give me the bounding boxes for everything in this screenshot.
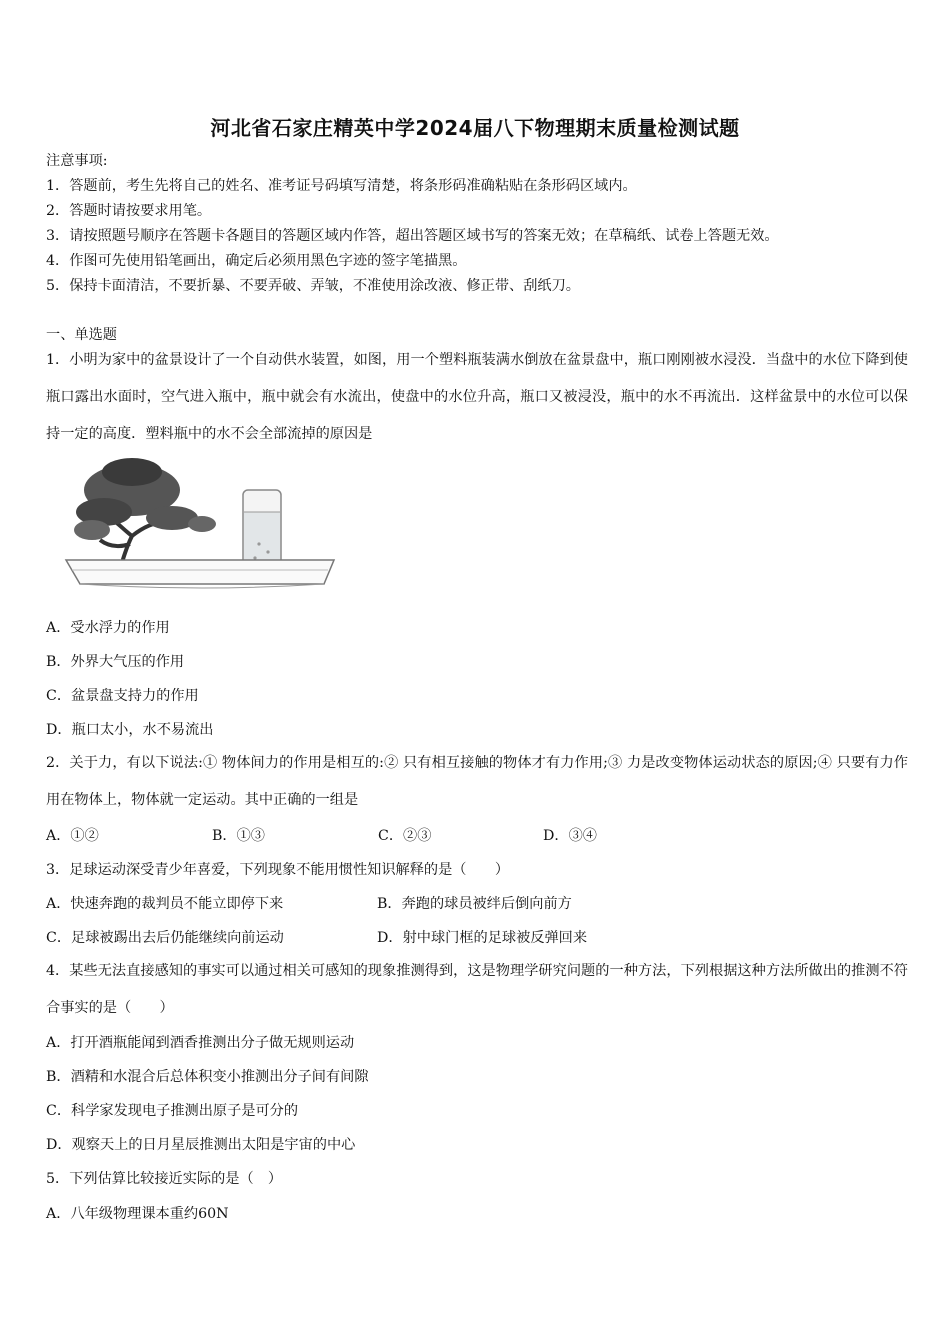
q4-option-a: A．打开酒瓶能闻到酒香推测出分子做无规则运动: [46, 1035, 355, 1051]
q4-option-c: C．科学家发现电子推测出原子是可分的: [46, 1103, 299, 1119]
notice-item: 3．请按照题号顺序在答题卡各题目的答题区域内作答，超出答题区域书写的答案无效；在草稿纸、试卷上答题无效。: [46, 228, 779, 244]
notice-item: 4．作图可先使用铅笔画出，确定后必须用黑色字迹的签字笔描黑。: [46, 253, 467, 269]
notice-item: 2．答题时请按要求用笔。: [46, 203, 212, 219]
section-heading: 一、单选题: [46, 327, 117, 343]
q3-option-a: A．快速奔跑的裁判员不能立即停下来: [46, 896, 284, 912]
notice-item: 5．保持卡面清洁，不要折暴、不要弄破、弄皱，不准使用涂改液、修正带、刮纸刀。: [46, 278, 580, 294]
question-5-stem: 5．下列估算比较接近实际的是（ ）: [46, 1171, 283, 1187]
q1-option-d: D．瓶口太小，水不易流出: [46, 722, 214, 738]
bonsai-water-bottle-figure: [62, 452, 338, 602]
q2-option-d: D．③④: [543, 828, 597, 844]
q1-option-c: C．盆景盘支持力的作用: [46, 688, 199, 704]
notice-item: 1．答题前，考生先将自己的姓名、准考证号码填写清楚，将条形码准确粘贴在条形码区域内。: [46, 178, 637, 194]
q5-option-a: A．八年级物理课本重约60N: [46, 1206, 229, 1222]
q2-option-c: C．②③: [378, 828, 432, 844]
q1-option-a: A．受水浮力的作用: [46, 620, 170, 636]
q4-option-b: B．酒精和水混合后总体积变小推测出分子间有间隙: [46, 1069, 369, 1085]
q3-option-b: B．奔跑的球员被绊后倒向前方: [377, 896, 572, 912]
page-title: 河北省石家庄精英中学2024届八下物理期末质量检测试题: [210, 116, 740, 140]
q2-option-a: A．①②: [46, 828, 99, 844]
q1-option-b: B．外界大气压的作用: [46, 654, 185, 670]
q3-option-c: C．足球被踢出去后仍能继续向前运动: [46, 930, 284, 946]
question-3-stem: 3．足球运动深受青少年喜爱，下列现象不能用惯性知识解释的是（ ）: [46, 862, 510, 878]
question-1-stem: 1．小明为家中的盆景设计了一个自动供水装置，如图，用一个塑料瓶装满水倒放在盆景盘中，瓶口刚刚被水浸没．当盘中的水位下降到使瓶口露出水面时，空气进入瓶中，瓶中就会有水流出，使盘中的水位升高，瓶口又被浸没，瓶中的水不再流出．这样盆景中的水位可以保持一定的高度．塑料瓶中的水不会全部流掉的原因是: [46, 352, 908, 442]
q4-option-d: D．观察天上的日月星辰推测出太阳是宇宙的中心: [46, 1137, 356, 1153]
question-4-stem: 4．某些无法直接感知的事实可以通过相关可感知的现象推测得到，这是物理学研究问题的一种方法，下列根据这种方法所做出的推测不符合事实的是（ ）: [46, 963, 908, 1016]
question-2-stem: 2．关于力，有以下说法:① 物体间力的作用是相互的:② 只有相互接触的物体才有力作用;③ 力是改变物体运动状态的原因;④ 只要有力作用在物体上，物体就一定运动。其中正确的一组是: [46, 755, 908, 808]
notice-heading: 注意事项:: [46, 153, 108, 169]
bonsai-tray-icon: [66, 560, 334, 588]
q3-option-d: D．射中球门框的足球被反弹回来: [377, 930, 588, 946]
q2-option-b: B．①③: [212, 828, 265, 844]
